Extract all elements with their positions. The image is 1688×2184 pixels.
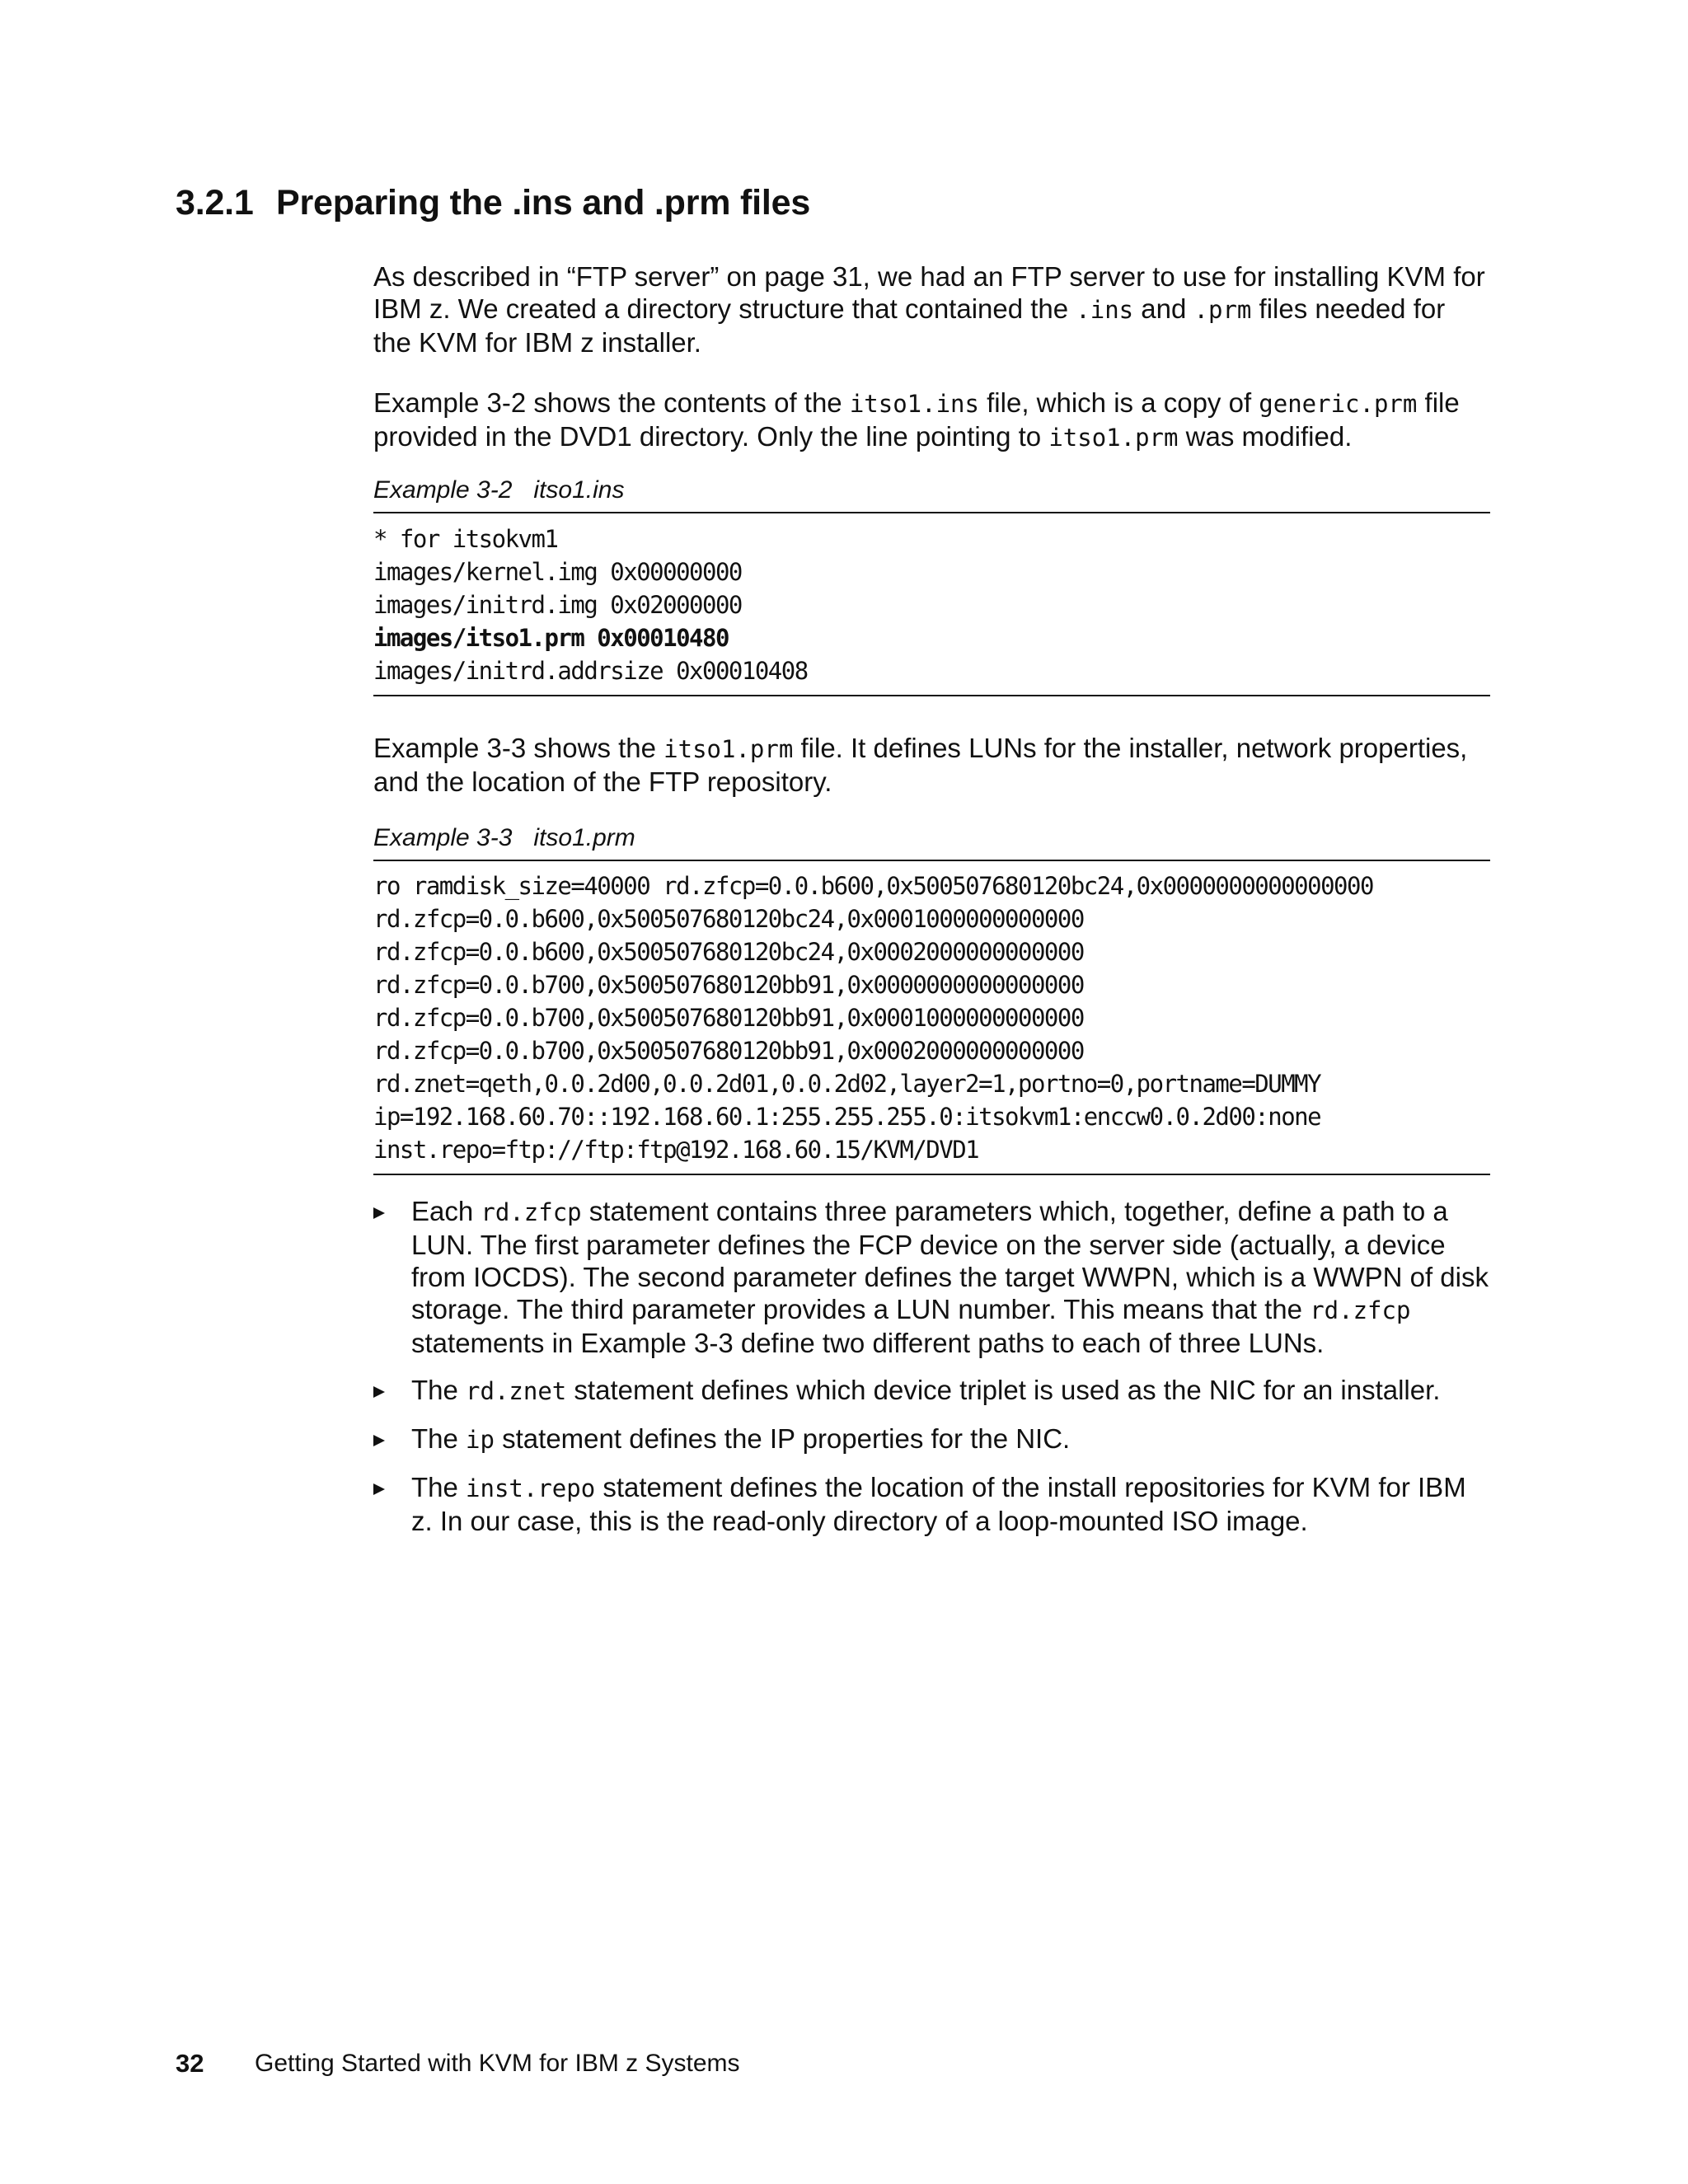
bullet-triangle-icon [373,1435,385,1446]
code-line: ip=192.168.60.70::192.168.60.1:255.255.255.0:itsokvm1:enccw0.0.2d00:none [373,1103,1321,1131]
text-run: files needed for the KVM for IBM z installer. [373,293,1446,358]
inline-code: generic.prm [1259,390,1418,418]
text-run: file, which is a copy of [978,387,1259,418]
text-run: statement contains three parameters which, together, define a path to a LUN. The first parameter defines the FCP device on the server side (actually, a device from IOCDS). The second parameter defines the target WWPN, which is a WWPN of disk storage. The third parameter provides a LUN number. This means that the [411,1196,1489,1324]
bullet-list [373,1195,1490,1537]
bullet-triangle-icon [373,1386,385,1398]
text-run: file provided in the DVD1 directory. Only the line pointing to [373,387,1460,452]
code-line: * for itsokvm1 [373,525,558,553]
text-run: As described in “FTP server” on page 31, we had an FTP server to use for installing KVM for IBM z. We created a directory structure that contained the [373,261,1485,324]
code-line: ro ramdisk_size=40000 rd.zfcp=0.0.b600,0x500507680120bc24,0x0000000000000000 [373,872,1373,900]
inline-code: rd.zfcp [481,1198,582,1226]
section-title: Preparing the .ins and .prm files [276,183,811,223]
example-ins-caption [373,476,624,504]
code-line: images/kernel.img 0x00000000 [373,558,742,586]
inline-code: rd.znet [466,1377,567,1405]
text-run: statement defines the IP properties for the NIC. [494,1423,1071,1454]
code-line-highlighted: images/itso1.prm 0x00010480 [373,624,729,652]
book-title: Getting Started with KVM for IBM z Systems [255,2050,740,2077]
inline-code: .ins [1076,296,1134,324]
example-prm-code [373,869,1490,1166]
text-run: Example 3-3 shows the [373,733,664,763]
code-line: rd.zfcp=0.0.b700,0x500507680120bb91,0x0001000000000000 [373,1004,1084,1032]
text-run: statement defines the location of the install repositories for KVM for IBM z. In our case, this is the read-only directory of a loop-mounted ISO image. [411,1472,1466,1536]
example-bottom-rule [373,1174,1490,1175]
code-line: images/initrd.img 0x02000000 [373,591,742,619]
example-top-rule [373,512,1490,513]
inline-code: inst.repo [466,1474,596,1502]
bullet-item [373,1422,1490,1456]
example-filename: itso1.prm [533,824,635,851]
example-prm-caption [373,824,635,852]
inline-code: itso1.prm [663,735,794,763]
text-run: Example 3-2 shows the contents of the [373,387,850,418]
page-number: 32 [176,2049,204,2078]
example-top-rule [373,860,1490,861]
middle-text [373,732,1490,798]
text-run: file. It defines LUNs for the installer, network properties, and the location of the FTP repository. [373,733,1468,797]
example-ins-code [373,523,1490,687]
inline-code: itso1.prm [1048,424,1179,452]
code-line: rd.zfcp=0.0.b700,0x500507680120bb91,0x0000000000000000 [373,971,1084,999]
intro-paragraph-1 [373,260,1490,359]
example-bottom-rule [373,695,1490,696]
section-number: 3.2.1 [176,183,254,223]
bullet-item [373,1374,1490,1408]
text-run: The [411,1423,467,1454]
example-label: Example 3-2 [373,476,513,504]
inline-code: .prm [1193,296,1252,324]
code-line: rd.zfcp=0.0.b600,0x500507680120bc24,0x0001000000000000 [373,905,1084,933]
inline-code: itso1.ins [849,390,979,418]
paragraph-3 [373,732,1490,798]
code-line: rd.zfcp=0.0.b600,0x500507680120bc24,0x0002000000000000 [373,938,1084,966]
code-line: images/initrd.addrsize 0x00010408 [373,657,808,685]
intro-paragraph-2 [373,387,1490,454]
text-run: The [411,1472,467,1502]
inline-code: ip [466,1426,495,1454]
code-line: inst.repo=ftp://ftp:ftp@192.168.60.15/KVM/DVD1 [373,1136,979,1164]
text-run: and [1133,293,1194,324]
bullet-item [373,1195,1490,1359]
bullet-item [373,1471,1490,1537]
code-line: rd.znet=qeth,0.0.2d00,0.0.2d01,0.0.2d02,layer2=1,portno=0,portname=DUMMY [373,1070,1321,1098]
example-filename: itso1.ins [533,476,625,504]
text-run: statements in Example 3-3 define two different paths to each of three LUNs. [411,1328,1325,1358]
text-run: was modified. [1178,421,1353,452]
text-run: The [411,1375,467,1405]
section-heading [176,183,810,223]
bullet-triangle-icon [373,1483,385,1495]
code-line: rd.zfcp=0.0.b700,0x500507680120bb91,0x0002000000000000 [373,1037,1084,1065]
text-run: Each [411,1196,481,1226]
bullet-triangle-icon [373,1207,385,1219]
example-label: Example 3-3 [373,824,513,851]
inline-code: rd.zfcp [1310,1296,1411,1324]
text-run: statement defines which device triplet is used as the NIC for an installer. [566,1375,1441,1405]
intro-text [373,260,1490,454]
